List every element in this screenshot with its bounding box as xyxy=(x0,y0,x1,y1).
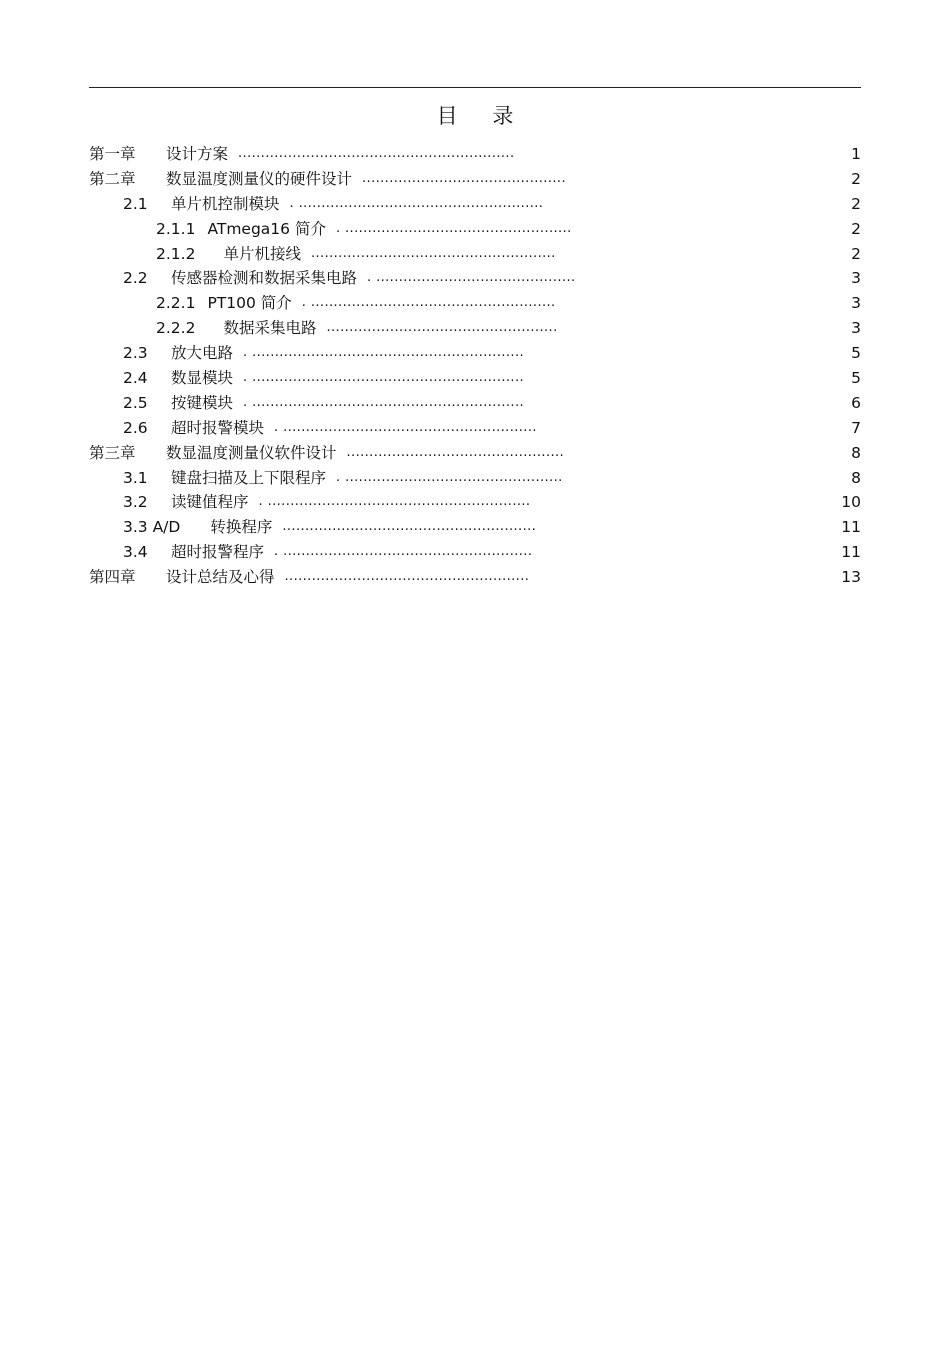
table-of-contents xyxy=(89,142,861,590)
toc-entry-page-number: 7 xyxy=(851,418,861,437)
toc-entry[interactable] xyxy=(89,515,861,540)
toc-entry[interactable] xyxy=(89,366,861,391)
toc-entry-label: 传感器检测和数据采集电路 xyxy=(171,269,358,288)
toc-entry-page-number: 2 xyxy=(851,194,861,213)
toc-entry-leader-dots: . ............................................................ xyxy=(243,394,525,410)
toc-entry-page-number: 2 xyxy=(851,244,861,263)
toc-entry-number: 第二章 xyxy=(89,169,136,188)
toc-entry-page-number: 2 xyxy=(851,169,861,188)
toc-entry-label: 放大电路 xyxy=(171,344,234,363)
toc-entry-number: 第四章 xyxy=(89,568,136,587)
toc-entry-page-number: 3 xyxy=(851,319,861,338)
toc-entry-page-number: 10 xyxy=(841,493,861,512)
toc-entry-leader-dots: . .......................................................... xyxy=(258,494,531,510)
toc-entry-leader-dots: . ...................................................... xyxy=(289,195,544,211)
toc-entry-number: 2.5 xyxy=(123,393,148,412)
toc-entry-number: 2.4 xyxy=(123,369,148,388)
toc-entry-number: 2.2.1 xyxy=(156,294,196,313)
toc-entry[interactable] xyxy=(89,565,861,590)
toc-entry[interactable] xyxy=(89,316,861,341)
toc-entry[interactable] xyxy=(89,167,861,192)
toc-entry-page-number: 5 xyxy=(851,369,861,388)
toc-entry[interactable] xyxy=(89,466,861,491)
toc-entry-page-number: 13 xyxy=(841,568,861,587)
toc-entry-number: 2.3 xyxy=(123,344,148,363)
toc-entry-page-number: 6 xyxy=(851,393,861,412)
toc-entry-number: 3.2 xyxy=(123,493,148,512)
toc-entry[interactable] xyxy=(89,441,861,466)
toc-entry-label: 单片机控制模块 xyxy=(171,194,280,213)
toc-entry-leader-dots: ................................................ xyxy=(346,444,565,460)
toc-entry-label: 单片机接线 xyxy=(223,244,301,263)
toc-entry-label: 按键模块 xyxy=(171,393,234,412)
toc-entry-number: 2.2 xyxy=(123,269,148,288)
toc-entry-leader-dots: . ............................................ xyxy=(367,270,576,286)
toc-entry-number: 第一章 xyxy=(89,145,136,163)
toc-entry-page-number: 8 xyxy=(851,468,861,487)
toc-entry-leader-dots: . ........................................................ xyxy=(274,419,537,435)
header-rule xyxy=(89,87,861,88)
toc-entry-leader-dots: ...................................................... xyxy=(284,569,530,585)
toc-entry-leader-dots: ............................................................. xyxy=(238,146,515,161)
toc-entry-label: 键盘扫描及上下限程序 xyxy=(171,468,327,487)
toc-entry-leader-dots: . ............................................................ xyxy=(243,345,525,361)
toc-entry[interactable] xyxy=(89,416,861,441)
toc-entry[interactable] xyxy=(89,242,861,267)
toc-entry[interactable] xyxy=(89,540,861,565)
toc-entry-page-number: 3 xyxy=(851,294,861,313)
toc-entry-label: 数据采集电路 xyxy=(223,319,317,338)
toc-entry-number: 3.3 A/D xyxy=(123,518,181,537)
toc-entry-number: 2.1.2 xyxy=(156,244,196,263)
toc-entry-number: 2.1.1 xyxy=(156,219,196,238)
toc-entry-leader-dots: ...................................................... xyxy=(310,245,556,261)
toc-entry-label: 超时报警程序 xyxy=(171,543,265,562)
toc-entry[interactable] xyxy=(89,142,861,167)
toc-entry-label: 超时报警模块 xyxy=(171,418,265,437)
toc-entry-label: 读键值程序 xyxy=(171,493,249,512)
toc-entry-leader-dots: . ................................................ xyxy=(336,469,563,485)
toc-entry-number: 第三章 xyxy=(89,443,136,462)
toc-entry[interactable] xyxy=(89,217,861,242)
toc-entry[interactable] xyxy=(89,291,861,316)
toc-entry-leader-dots: . ...................................................... xyxy=(301,295,556,311)
toc-title: 目 录 xyxy=(436,104,528,128)
toc-entry-label: 设计总结及心得 xyxy=(166,568,275,587)
toc-entry-page-number: 5 xyxy=(851,344,861,363)
toc-entry-label: 设计方案 xyxy=(166,145,229,163)
toc-entry-page-number: 8 xyxy=(851,443,861,462)
toc-entry-leader-dots: . ............................................................ xyxy=(243,370,525,386)
toc-entry-number: 3.4 xyxy=(123,543,148,562)
toc-entry-label: 数显模块 xyxy=(171,369,234,388)
toc-entry-label: 数显温度测量仪的硬件设计 xyxy=(166,169,353,188)
toc-entry-page-number: 1 xyxy=(851,145,861,163)
toc-entry-page-number: 11 xyxy=(841,518,861,537)
toc-entry-page-number: 3 xyxy=(851,269,861,288)
toc-entry-label: 转换程序 xyxy=(210,518,273,537)
toc-entry-number: 2.2.2 xyxy=(156,319,196,338)
toc-entry-label: 数显温度测量仪软件设计 xyxy=(166,443,337,462)
toc-entry-number: 2.1 xyxy=(123,194,148,213)
toc-entry-leader-dots: . .................................................. xyxy=(335,220,572,236)
toc-entry-number: 2.6 xyxy=(123,418,148,437)
toc-entry[interactable] xyxy=(89,391,861,416)
toc-entry-number: 3.1 xyxy=(123,468,148,487)
toc-entry-leader-dots: . ....................................................... xyxy=(274,544,533,560)
toc-entry[interactable] xyxy=(89,341,861,366)
toc-entry-page-number: 2 xyxy=(851,219,861,238)
toc-entry[interactable] xyxy=(89,490,861,515)
toc-entry-leader-dots: ............................................. xyxy=(362,170,566,186)
toc-entry-leader-dots: ................................................... xyxy=(326,320,558,336)
toc-entry-label: PT100 简介 xyxy=(207,294,292,313)
toc-entry-page-number: 11 xyxy=(841,543,861,562)
toc-entry-leader-dots: ........................................................ xyxy=(282,519,537,535)
toc-entry[interactable] xyxy=(89,266,861,291)
toc-entry-label: ATmega16 简介 xyxy=(207,219,326,238)
toc-entry[interactable] xyxy=(89,192,861,217)
